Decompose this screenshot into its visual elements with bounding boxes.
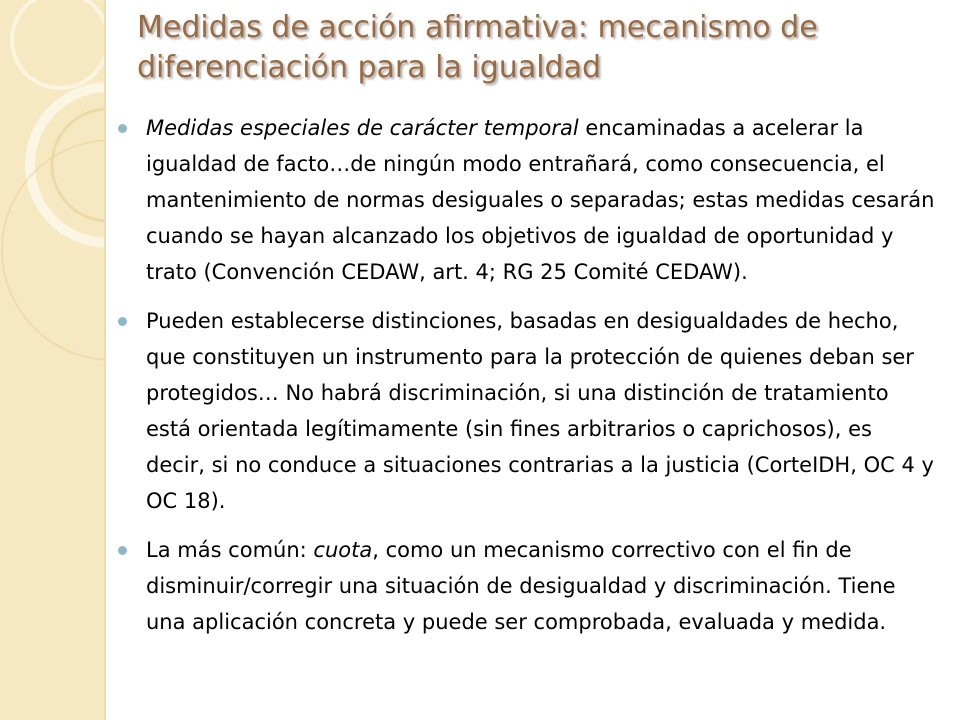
decorative-side-band (0, 0, 104, 720)
bullet-text: La más común: (146, 538, 314, 562)
bullet-dot-icon (118, 317, 127, 326)
slide-title: Medidas de acción afirmativa: mecanismo de diferenciación para la igualdad (137, 10, 818, 85)
bullet-text: , como un mecanismo correctivo con el fin de disminuir/corregir una situación de desigualdad y discriminación. Tiene una aplicación concreta y puede ser comprobada, evaluada y medida. (146, 538, 896, 634)
bullet-dot-icon (118, 124, 127, 133)
band-divider (104, 0, 106, 720)
bullet-item (116, 110, 936, 290)
decorative-circles (0, 0, 104, 720)
bullet-item (116, 303, 936, 519)
bullet-list (116, 110, 936, 653)
bullet-text: Pueden establecerse distinciones, basadas en desigualdades de hecho, que constituyen un instrumento para la protección de quienes deban ser protegidos… No habrá discriminación, si una distinción de tratamiento está orientada legítimamente (sin fines arbitrarios o caprichosos), es decir, si no conduce a situaciones contrarias a la justicia (CorteIDH, OC 4 y OC 18). (146, 309, 934, 513)
bullet-text-italic: cuota (313, 538, 373, 562)
bullet-dot-icon (118, 546, 127, 555)
bullet-item (116, 532, 936, 640)
bullet-text: encaminadas a acelerar la igualdad de facto…de ningún modo entrañará, como consecuencia, el mantenimiento de normas desiguales o separadas; estas medidas cesarán cuando se hayan alcanzado los objetivos de igualdad de oportunidad y trato (Convención CEDAW, art. 4; RG 25 Comité CEDAW). (146, 116, 935, 284)
bullet-text-italic: Medidas especiales de carácter temporal (146, 116, 579, 140)
